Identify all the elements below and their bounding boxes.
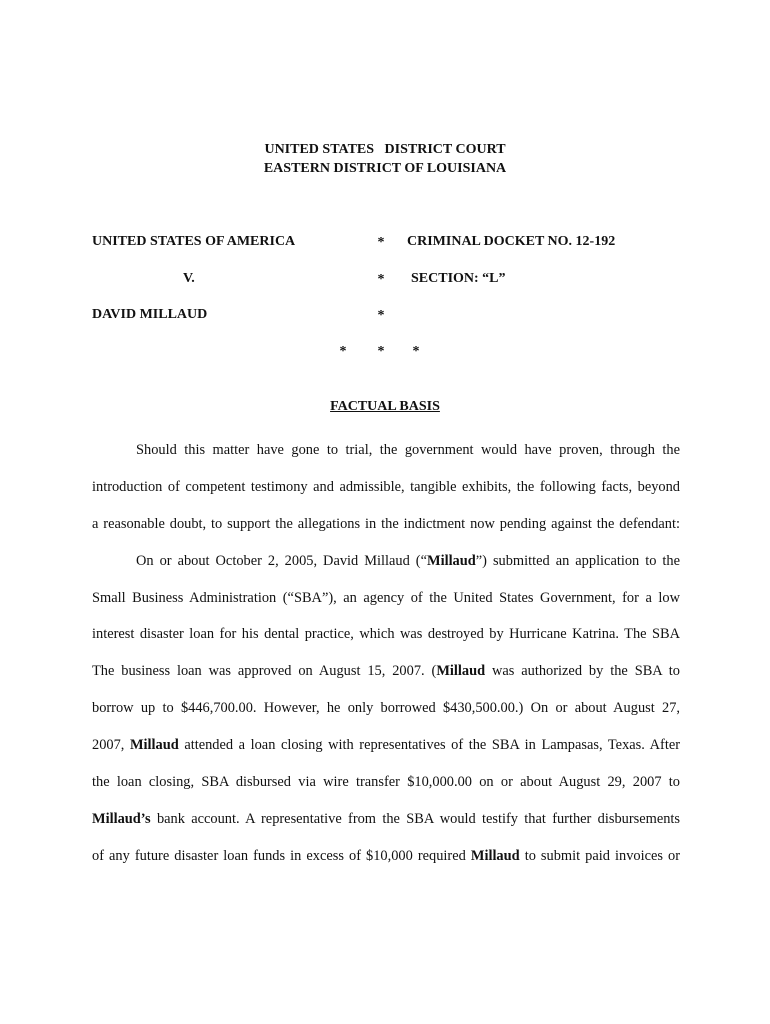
paragraph-line: introduction of competent testimony and admissible, tangible exhibits, the following facts, beyond bbox=[92, 478, 680, 495]
caption-star: * bbox=[412, 344, 420, 359]
versus-label: V. bbox=[183, 271, 195, 286]
court-header bbox=[0, 140, 770, 178]
paragraph-line: Small Business Administration (“SBA”), an agency of the United States Government, for a low bbox=[92, 589, 680, 606]
caption-star: * bbox=[377, 344, 385, 359]
paragraph-line: a reasonable doubt, to support the allegations in the indictment now pending against the defendant: bbox=[92, 515, 680, 532]
paragraph-line: Should this matter have gone to trial, the government would have proven, through the bbox=[136, 442, 680, 458]
plaintiff-name: UNITED STATES OF AMERICA bbox=[92, 234, 296, 249]
defendant-name: DAVID MILLAUD bbox=[92, 307, 208, 322]
caption-star: * bbox=[377, 235, 385, 250]
paragraph-line: the loan closing, SBA disbursed via wire transfer $10,000.00 on or about August 29, 2007 to bbox=[92, 774, 680, 791]
body-text bbox=[92, 432, 680, 875]
paragraph-line: Millaud’s bank account. A representative from the SBA would testify that further disbursements bbox=[92, 810, 680, 827]
paragraph-line: borrow up to $446,700.00. However, he only borrowed $430,500.00.) On or about August 27, bbox=[92, 700, 680, 717]
paragraph-line: interest disaster loan for his dental practice, which was destroyed by Hurricane Katrina. The SBA bbox=[92, 626, 680, 643]
paragraph-line: On or about October 2, 2005, David Millaud (“Millaud”) submitted an application to the bbox=[136, 552, 680, 569]
caption-star: * bbox=[377, 308, 385, 323]
caption-star: * bbox=[339, 344, 347, 359]
heading-text: FACTUAL BASIS bbox=[330, 399, 440, 414]
paragraph-line: The business loan was approved on August 15, 2007. (Millaud was authorized by the SBA to bbox=[92, 663, 680, 680]
document-heading bbox=[0, 398, 770, 416]
court-name: UNITED STATES DISTRICT COURT bbox=[264, 142, 506, 157]
caption-star: * bbox=[377, 272, 385, 287]
district-name: EASTERN DISTRICT OF LOUISIANA bbox=[263, 161, 507, 176]
paragraph-line: of any future disaster loan funds in excess of $10,000 required Millaud to submit paid invoices or bbox=[92, 847, 680, 864]
section-label: SECTION: “L” bbox=[411, 271, 506, 286]
paragraph-line: 2007, Millaud attended a loan closing with representatives of the SBA in Lampasas, Texas. After bbox=[92, 737, 680, 754]
docket-number: CRIMINAL DOCKET NO. 12-192 bbox=[407, 234, 616, 249]
